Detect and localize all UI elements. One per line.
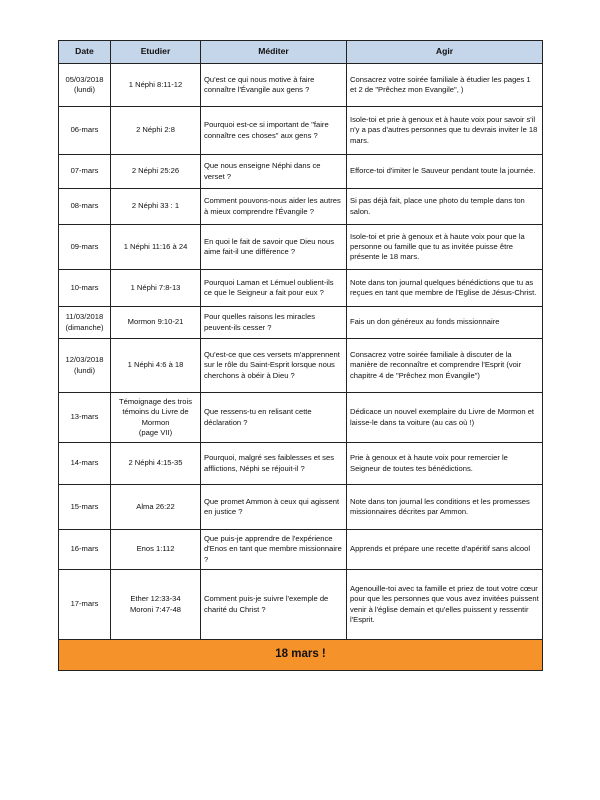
row-study: Témoignage des trois témoins du Livre de Mormon (page VII): [111, 393, 201, 443]
row-act: Si pas déjà fait, place une photo du temple dans ton salon.: [347, 189, 543, 225]
row-act: Fais un don généreux au fonds missionnaire: [347, 307, 543, 339]
header-date: Date: [59, 41, 111, 64]
table-row: [59, 225, 543, 270]
row-study: Alma 26:22: [111, 485, 201, 530]
row-study: 1 Néphi 4:6 à 18: [111, 339, 201, 393]
row-date: 08-mars: [59, 189, 111, 225]
row-ponder: Pour quelles raisons les miracles peuvent-ils cesser ?: [201, 307, 347, 339]
table-row: [59, 530, 543, 570]
row-study: 1 Néphi 7:8-13: [111, 270, 201, 307]
row-study: Enos 1:112: [111, 530, 201, 570]
row-date: 11/03/2018 (dimanche): [59, 307, 111, 339]
table-row: [59, 155, 543, 189]
row-date: 10-mars: [59, 270, 111, 307]
table-row: [59, 64, 543, 107]
table-row: [59, 393, 543, 443]
row-study: 2 Néphi 25:26: [111, 155, 201, 189]
row-ponder: Qu'est-ce que ces versets m'apprennent sur le rôle du Saint-Esprit lorsque nous cherchons à obéir à Dieu ?: [201, 339, 347, 393]
row-study: Ether 12:33-34 Moroni 7:47-48: [111, 570, 201, 640]
table-row: [59, 570, 543, 640]
table-row: [59, 270, 543, 307]
row-study: 2 Néphi 2:8: [111, 107, 201, 155]
row-act: Isole-toi et prie à genoux et à haute voix pour savoir s'il n'y a pas d'autres personnes que tu devrais inviter le 18 mars.: [347, 107, 543, 155]
header-ponder: Méditer: [201, 41, 347, 64]
row-ponder: Pourquoi est-ce si important de "faire connaître ces choses" aux gens ?: [201, 107, 347, 155]
row-ponder: Pourquoi Laman et Lémuel oublient-ils ce que le Seigneur a fait pour eux ?: [201, 270, 347, 307]
row-ponder: Que puis-je apprendre de l'expérience d'Enos en tant que membre missionnaire ?: [201, 530, 347, 570]
header-row: [59, 41, 543, 64]
row-ponder: Pourquoi, malgré ses faiblesses et ses afflictions, Néphi se réjouit-il ?: [201, 443, 347, 485]
row-date: 05/03/2018 (lundi): [59, 64, 111, 107]
row-act: Note dans ton journal quelques bénédictions que tu as reçues en tant que membre de l'Eglise de Jésus-Christ.: [347, 270, 543, 307]
row-act: Consacrez votre soirée familiale à étudier les pages 1 et 2 de "Prêchez mon Evangile", ): [347, 64, 543, 107]
row-date: 13-mars: [59, 393, 111, 443]
row-ponder: Comment pouvons-nous aider les autres à mieux comprendre l'Évangile ?: [201, 189, 347, 225]
row-ponder: En quoi le fait de savoir que Dieu nous aime fait-il une différence ?: [201, 225, 347, 270]
footer-row: [59, 640, 543, 671]
row-act: Note dans ton journal les conditions et les promesses missionnaires décrites par Ammon.: [347, 485, 543, 530]
row-ponder: Que promet Ammon à ceux qui agissent en justice ?: [201, 485, 347, 530]
row-ponder: Que ressens-tu en relisant cette déclaration ?: [201, 393, 347, 443]
row-date: 09-mars: [59, 225, 111, 270]
row-date: 07-mars: [59, 155, 111, 189]
row-ponder: Comment puis-je suivre l'exemple de charité du Christ ?: [201, 570, 347, 640]
header-study: Etudier: [111, 41, 201, 64]
row-act: Apprends et prépare une recette d'apéritif sans alcool: [347, 530, 543, 570]
header-act: Agir: [347, 41, 543, 64]
footer-label: 18 mars !: [59, 640, 543, 671]
table-row: [59, 189, 543, 225]
row-date: 06-mars: [59, 107, 111, 155]
row-act: Dédicace un nouvel exemplaire du Livre de Mormon et laisse-le dans ta voiture (au cas où !): [347, 393, 543, 443]
row-date: 17-mars: [59, 570, 111, 640]
row-study: 2 Néphi 33 : 1: [111, 189, 201, 225]
reading-plan-table: [58, 40, 543, 671]
row-date: 15-mars: [59, 485, 111, 530]
table-row: [59, 485, 543, 530]
row-date: 16-mars: [59, 530, 111, 570]
table-row: [59, 443, 543, 485]
row-study: 2 Néphi 4:15-35: [111, 443, 201, 485]
table-row: [59, 307, 543, 339]
row-date: 12/03/2018 (lundi): [59, 339, 111, 393]
row-ponder: Qu'est ce qui nous motive à faire connaître l'Évangile aux gens ?: [201, 64, 347, 107]
row-act: Isole-toi et prie à genoux et à haute voix pour que la personne ou famille que tu as invitée puisse être présente le 18 mars.: [347, 225, 543, 270]
row-act: Prie à genoux et à haute voix pour remercier le Seigneur de toutes tes bénédictions.: [347, 443, 543, 485]
row-act: Agenouille-toi avec ta famille et priez de tout votre cœur pour que les personnes que vous avez invitées puissent venir à l'église demain et qu'elles puissent y ressentir l'Esprit.: [347, 570, 543, 640]
row-study: 1 Néphi 11:16 à 24: [111, 225, 201, 270]
row-study: 1 Néphi 8:11-12: [111, 64, 201, 107]
row-act: Efforce-toi d'imiter le Sauveur pendant toute la journée.: [347, 155, 543, 189]
row-date: 14-mars: [59, 443, 111, 485]
table-row: [59, 107, 543, 155]
row-study: Mormon 9:10-21: [111, 307, 201, 339]
table-row: [59, 339, 543, 393]
row-act: Consacrez votre soirée familiale à discuter de la manière de reconnaître et comprendre l'Esprit (voir chapitre 4 de "Prêchez mon Évangile"): [347, 339, 543, 393]
row-ponder: Que nous enseigne Néphi dans ce verset ?: [201, 155, 347, 189]
